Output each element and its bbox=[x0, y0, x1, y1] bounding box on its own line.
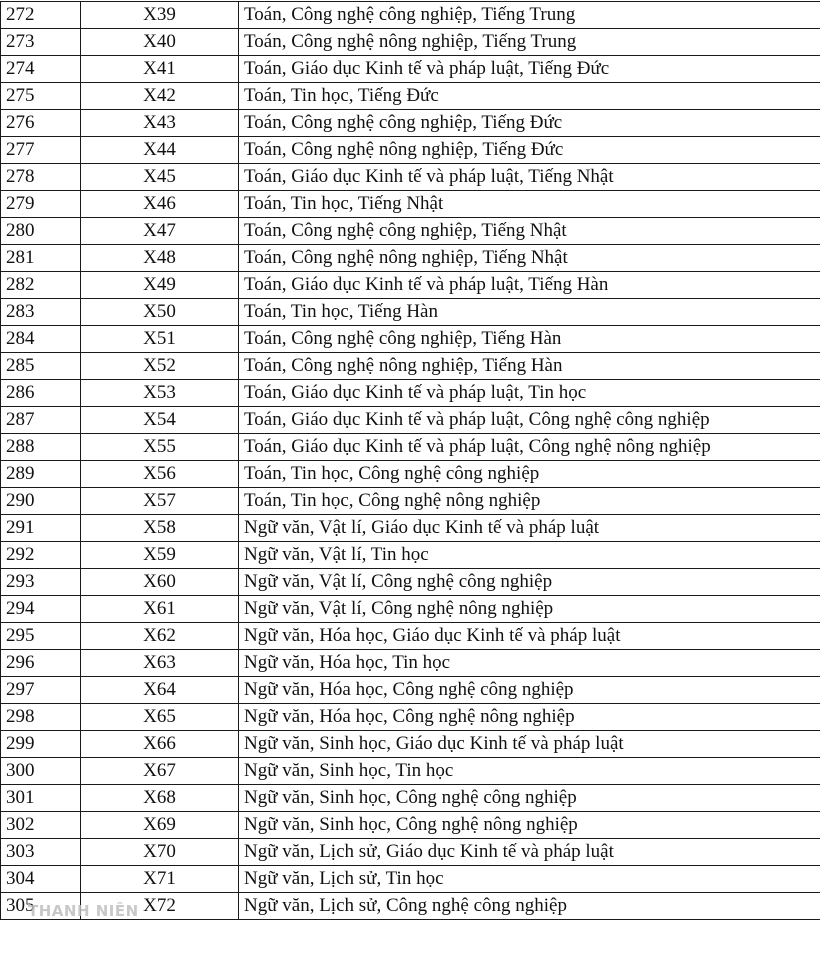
combination-code: X62 bbox=[81, 623, 239, 650]
combination-subjects: Toán, Giáo dục Kinh tế và pháp luật, Công nghệ công nghiệp bbox=[239, 407, 820, 434]
table-row bbox=[1, 731, 820, 758]
combination-code: X52 bbox=[81, 353, 239, 380]
combination-subjects: Ngữ văn, Vật lí, Giáo dục Kinh tế và pháp luật bbox=[239, 515, 820, 542]
table-row bbox=[1, 812, 820, 839]
row-number: 303 bbox=[1, 839, 81, 866]
combination-code: X71 bbox=[81, 866, 239, 893]
table-row bbox=[1, 137, 820, 164]
table-row bbox=[1, 83, 820, 110]
table-row bbox=[1, 272, 820, 299]
combination-code: X51 bbox=[81, 326, 239, 353]
combination-subjects: Toán, Tin học, Tiếng Nhật bbox=[239, 191, 820, 218]
combination-code: X44 bbox=[81, 137, 239, 164]
combination-code: X57 bbox=[81, 488, 239, 515]
combination-subjects: Ngữ văn, Sinh học, Tin học bbox=[239, 758, 820, 785]
table-row bbox=[1, 542, 820, 569]
table-row bbox=[1, 353, 820, 380]
row-number: 296 bbox=[1, 650, 81, 677]
combination-subjects: Toán, Giáo dục Kinh tế và pháp luật, Tiếng Hàn bbox=[239, 272, 820, 299]
combination-subjects: Toán, Công nghệ nông nghiệp, Tiếng Hàn bbox=[239, 353, 820, 380]
row-number: 300 bbox=[1, 758, 81, 785]
table-row bbox=[1, 2, 820, 29]
combination-code: X64 bbox=[81, 677, 239, 704]
combination-subjects: Ngữ văn, Lịch sử, Giáo dục Kinh tế và pháp luật bbox=[239, 839, 820, 866]
table-row bbox=[1, 515, 820, 542]
combination-subjects: Toán, Giáo dục Kinh tế và pháp luật, Công nghệ nông nghiệp bbox=[239, 434, 820, 461]
row-number: 272 bbox=[1, 2, 81, 29]
table-row bbox=[1, 29, 820, 56]
row-number: 275 bbox=[1, 83, 81, 110]
row-number: 283 bbox=[1, 299, 81, 326]
row-number: 297 bbox=[1, 677, 81, 704]
table-row bbox=[1, 380, 820, 407]
row-number: 277 bbox=[1, 137, 81, 164]
subject-combination-table bbox=[0, 1, 820, 920]
combination-code: X61 bbox=[81, 596, 239, 623]
row-number: 287 bbox=[1, 407, 81, 434]
combination-code: X54 bbox=[81, 407, 239, 434]
row-number: 285 bbox=[1, 353, 81, 380]
combination-code: X63 bbox=[81, 650, 239, 677]
combination-subjects: Toán, Giáo dục Kinh tế và pháp luật, Tiếng Đức bbox=[239, 56, 820, 83]
table-row bbox=[1, 893, 820, 920]
table-row bbox=[1, 326, 820, 353]
row-number: 301 bbox=[1, 785, 81, 812]
row-number: 279 bbox=[1, 191, 81, 218]
combination-subjects: Ngữ văn, Lịch sử, Công nghệ công nghiệp bbox=[239, 893, 820, 920]
combination-code: X72 bbox=[81, 893, 239, 920]
combination-subjects: Toán, Giáo dục Kinh tế và pháp luật, Tiếng Nhật bbox=[239, 164, 820, 191]
combination-code: X58 bbox=[81, 515, 239, 542]
row-number: 294 bbox=[1, 596, 81, 623]
combination-subjects: Toán, Công nghệ công nghiệp, Tiếng Đức bbox=[239, 110, 820, 137]
combination-subjects: Ngữ văn, Hóa học, Tin học bbox=[239, 650, 820, 677]
table-row bbox=[1, 245, 820, 272]
watermark-logo: THANH NIÊN bbox=[28, 902, 139, 920]
row-number: 302 bbox=[1, 812, 81, 839]
combination-subjects: Ngữ văn, Sinh học, Công nghệ công nghiệp bbox=[239, 785, 820, 812]
combination-subjects: Toán, Tin học, Tiếng Đức bbox=[239, 83, 820, 110]
table-row bbox=[1, 299, 820, 326]
combination-subjects: Ngữ văn, Vật lí, Tin học bbox=[239, 542, 820, 569]
combination-code: X70 bbox=[81, 839, 239, 866]
combination-code: X39 bbox=[81, 2, 239, 29]
combination-subjects: Ngữ văn, Sinh học, Công nghệ nông nghiệp bbox=[239, 812, 820, 839]
table-row bbox=[1, 569, 820, 596]
row-number: 273 bbox=[1, 29, 81, 56]
combination-subjects: Ngữ văn, Vật lí, Công nghệ công nghiệp bbox=[239, 569, 820, 596]
combination-code: X66 bbox=[81, 731, 239, 758]
combination-code: X46 bbox=[81, 191, 239, 218]
combination-subjects: Ngữ văn, Hóa học, Công nghệ nông nghiệp bbox=[239, 704, 820, 731]
combination-code: X48 bbox=[81, 245, 239, 272]
combination-code: X40 bbox=[81, 29, 239, 56]
combination-subjects: Toán, Tin học, Công nghệ nông nghiệp bbox=[239, 488, 820, 515]
row-number: 289 bbox=[1, 461, 81, 488]
table-row bbox=[1, 218, 820, 245]
table-row bbox=[1, 623, 820, 650]
combination-code: X55 bbox=[81, 434, 239, 461]
combination-subjects: Toán, Công nghệ nông nghiệp, Tiếng Trung bbox=[239, 29, 820, 56]
combination-code: X50 bbox=[81, 299, 239, 326]
row-number: 280 bbox=[1, 218, 81, 245]
combination-code: X68 bbox=[81, 785, 239, 812]
table-row bbox=[1, 407, 820, 434]
table-row bbox=[1, 596, 820, 623]
row-number: 304 bbox=[1, 866, 81, 893]
combination-subjects: Toán, Tin học, Tiếng Hàn bbox=[239, 299, 820, 326]
table-row bbox=[1, 650, 820, 677]
table-row bbox=[1, 677, 820, 704]
row-number: 295 bbox=[1, 623, 81, 650]
row-number: 298 bbox=[1, 704, 81, 731]
table-row bbox=[1, 461, 820, 488]
combination-code: X49 bbox=[81, 272, 239, 299]
combination-subjects: Toán, Công nghệ công nghiệp, Tiếng Trung bbox=[239, 2, 820, 29]
combination-subjects: Toán, Tin học, Công nghệ công nghiệp bbox=[239, 461, 820, 488]
table-row bbox=[1, 191, 820, 218]
table-row bbox=[1, 866, 820, 893]
row-number: 274 bbox=[1, 56, 81, 83]
combination-code: X60 bbox=[81, 569, 239, 596]
combination-code: X56 bbox=[81, 461, 239, 488]
combination-subjects: Toán, Công nghệ nông nghiệp, Tiếng Đức bbox=[239, 137, 820, 164]
row-number: 288 bbox=[1, 434, 81, 461]
combination-subjects: Toán, Công nghệ công nghiệp, Tiếng Nhật bbox=[239, 218, 820, 245]
combination-subjects: Ngữ văn, Hóa học, Giáo dục Kinh tế và pháp luật bbox=[239, 623, 820, 650]
table-row bbox=[1, 110, 820, 137]
combination-subjects: Toán, Công nghệ nông nghiệp, Tiếng Nhật bbox=[239, 245, 820, 272]
combination-code: X45 bbox=[81, 164, 239, 191]
row-number: 281 bbox=[1, 245, 81, 272]
combination-subjects: Toán, Công nghệ công nghiệp, Tiếng Hàn bbox=[239, 326, 820, 353]
table-row bbox=[1, 434, 820, 461]
combination-code: X65 bbox=[81, 704, 239, 731]
row-number: 305 bbox=[1, 893, 81, 920]
combination-code: X67 bbox=[81, 758, 239, 785]
combination-code: X59 bbox=[81, 542, 239, 569]
table-row bbox=[1, 785, 820, 812]
row-number: 299 bbox=[1, 731, 81, 758]
row-number: 293 bbox=[1, 569, 81, 596]
row-number: 284 bbox=[1, 326, 81, 353]
combination-code: X69 bbox=[81, 812, 239, 839]
table-row bbox=[1, 704, 820, 731]
row-number: 278 bbox=[1, 164, 81, 191]
row-number: 290 bbox=[1, 488, 81, 515]
combination-subjects: Ngữ văn, Vật lí, Công nghệ nông nghiệp bbox=[239, 596, 820, 623]
table-row bbox=[1, 164, 820, 191]
row-number: 292 bbox=[1, 542, 81, 569]
combination-code: X53 bbox=[81, 380, 239, 407]
combination-code: X43 bbox=[81, 110, 239, 137]
combination-subjects: Ngữ văn, Hóa học, Công nghệ công nghiệp bbox=[239, 677, 820, 704]
table-row bbox=[1, 758, 820, 785]
table-row bbox=[1, 56, 820, 83]
combination-code: X42 bbox=[81, 83, 239, 110]
row-number: 291 bbox=[1, 515, 81, 542]
combination-subjects: Ngữ văn, Lịch sử, Tin học bbox=[239, 866, 820, 893]
row-number: 276 bbox=[1, 110, 81, 137]
row-number: 282 bbox=[1, 272, 81, 299]
table-row bbox=[1, 839, 820, 866]
row-number: 286 bbox=[1, 380, 81, 407]
combination-subjects: Ngữ văn, Sinh học, Giáo dục Kinh tế và pháp luật bbox=[239, 731, 820, 758]
combination-code: X47 bbox=[81, 218, 239, 245]
table-body bbox=[1, 2, 820, 920]
table-row bbox=[1, 488, 820, 515]
combination-subjects: Toán, Giáo dục Kinh tế và pháp luật, Tin học bbox=[239, 380, 820, 407]
combination-code: X41 bbox=[81, 56, 239, 83]
